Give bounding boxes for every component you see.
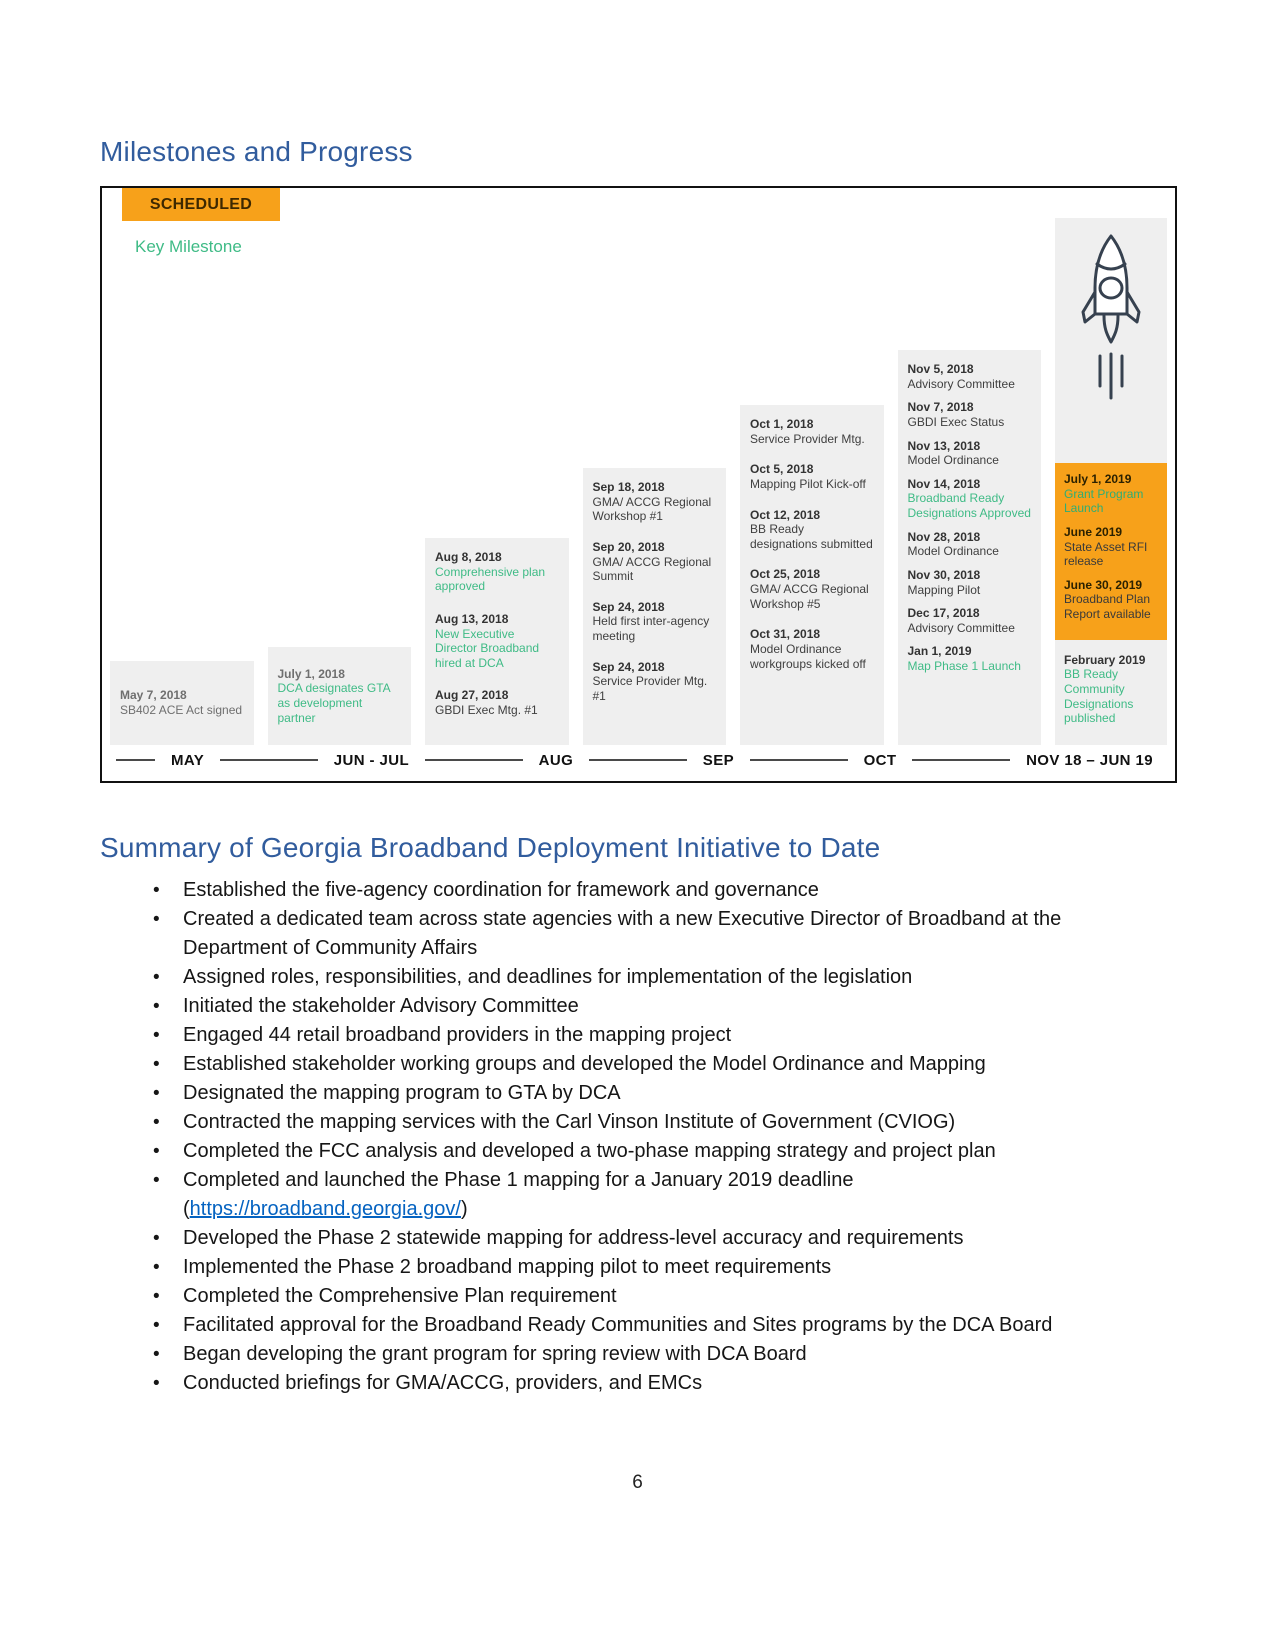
milestone-date: Aug 8, 2018 bbox=[435, 550, 502, 564]
milestone-desc: GMA/ ACCG Regional Summit bbox=[592, 554, 712, 584]
milestone-desc: BB Ready designations submitted bbox=[750, 522, 873, 551]
rocket-icon bbox=[1055, 218, 1167, 463]
axis-line bbox=[425, 759, 523, 761]
milestone-event bbox=[908, 644, 1032, 673]
milestone-event bbox=[908, 568, 1032, 597]
milestone-event bbox=[278, 667, 402, 726]
axis-label: SEP bbox=[702, 751, 735, 769]
milestone-desc: Held first inter-agency meeting bbox=[592, 614, 710, 643]
milestone-date: Jan 1, 2019 bbox=[907, 644, 972, 659]
scheduled-legend-badge: SCHEDULED bbox=[122, 188, 280, 221]
timeline-column-oct bbox=[740, 405, 884, 745]
milestone-event bbox=[1064, 653, 1158, 726]
milestone-desc: Mapping Pilot Kick-off bbox=[750, 476, 866, 491]
milestone-date: Sep 20, 2018 bbox=[592, 539, 665, 554]
summary-bullet: • Created a dedicated team across state agencies with a new Executive Director of Broadband at the Department of Community Affairs bbox=[150, 905, 1068, 963]
timeline-column-jun-jul bbox=[268, 647, 412, 745]
milestone-event bbox=[750, 417, 874, 446]
axis-label: OCT bbox=[863, 751, 897, 769]
milestone-date: Sep 24, 2018 bbox=[592, 599, 665, 614]
milestone-desc: Advisory Committee bbox=[907, 620, 1015, 635]
milestone-date: Oct 1, 2018 bbox=[750, 417, 814, 431]
summary-bullet: • Facilitated approval for the Broadband Ready Communities and Sites programs by the DCA Board bbox=[150, 1311, 1068, 1340]
milestone-desc: Grant Program Launch bbox=[1064, 486, 1144, 516]
summary-bullet: • Completed the Comprehensive Plan requirement bbox=[150, 1282, 1068, 1311]
milestone-date: June 2019 bbox=[1064, 524, 1123, 539]
milestone-desc: GBDI Exec Status bbox=[907, 414, 1005, 429]
axis-line bbox=[912, 759, 1010, 761]
milestone-desc: Advisory Committee bbox=[907, 376, 1015, 391]
milestones-timeline-chart bbox=[100, 186, 1177, 783]
milestone-desc: SB402 ACE Act signed bbox=[120, 703, 243, 717]
summary-heading: Summary of Georgia Broadband Deployment Initiative to Date bbox=[100, 832, 881, 863]
axis-label: JUN - JUL bbox=[333, 751, 410, 769]
milestone-date: Sep 24, 2018 bbox=[592, 659, 665, 674]
milestone-event bbox=[593, 480, 717, 524]
milestone-date: Nov 14, 2018 bbox=[907, 476, 981, 491]
milestone-event bbox=[120, 688, 244, 717]
milestone-event bbox=[750, 627, 874, 671]
milestone-desc: GMA/ ACCG Regional Workshop #1 bbox=[592, 494, 712, 524]
summary-bullet: • Established the five-agency coordination for framework and governance bbox=[150, 876, 1068, 905]
milestone-desc: State Asset RFI release bbox=[1064, 539, 1148, 569]
milestone-desc: Service Provider Mtg. #1 bbox=[592, 674, 708, 703]
timeline-column-may bbox=[110, 661, 254, 745]
summary-bullet: • Completed the FCC analysis and developed a two-phase mapping strategy and project plan bbox=[150, 1137, 1068, 1166]
milestone-event bbox=[593, 540, 717, 584]
axis-label: AUG bbox=[538, 751, 574, 769]
milestone-event bbox=[750, 462, 874, 491]
timeline-columns bbox=[110, 218, 1167, 745]
milestone-date: February 2019 bbox=[1064, 652, 1146, 667]
timeline-column-scheduled bbox=[1055, 218, 1167, 745]
milestone-date: Oct 5, 2018 bbox=[750, 462, 814, 477]
milestone-desc: Map Phase 1 Launch bbox=[907, 659, 1021, 673]
milestone-event bbox=[1064, 472, 1158, 516]
milestone-desc: DCA designates GTA as development partner bbox=[277, 681, 390, 725]
milestone-event bbox=[593, 660, 717, 704]
summary-bullet: • Conducted briefings for GMA/ACCG, providers, and EMCs bbox=[150, 1369, 1068, 1398]
milestone-event bbox=[593, 600, 717, 644]
milestone-event bbox=[908, 606, 1032, 635]
milestone-desc: Broadband Plan Report available bbox=[1064, 592, 1151, 621]
milestone-desc: GMA/ ACCG Regional Workshop #5 bbox=[750, 582, 869, 611]
timeline-axis bbox=[112, 746, 1165, 774]
milestone-event bbox=[435, 688, 559, 717]
milestone-date: July 1, 2019 bbox=[1064, 472, 1132, 486]
axis-line bbox=[750, 759, 848, 761]
milestone-date: Aug 13, 2018 bbox=[435, 611, 509, 626]
timeline-column-aug bbox=[425, 538, 569, 745]
timeline-column-nov-jan bbox=[898, 350, 1042, 745]
summary-bullet: • Engaged 44 retail broadband providers in the mapping project bbox=[150, 1021, 1068, 1050]
timeline-column-sep bbox=[583, 468, 727, 745]
milestone-event bbox=[908, 400, 1032, 429]
milestone-desc: Service Provider Mtg. bbox=[750, 431, 865, 446]
milestone-date: Nov 7, 2018 bbox=[907, 400, 974, 415]
milestone-date: Nov 28, 2018 bbox=[907, 529, 981, 544]
summary-bullet: • Initiated the stakeholder Advisory Committee bbox=[150, 992, 1068, 1021]
milestone-event bbox=[1064, 578, 1158, 622]
milestone-date: Oct 12, 2018 bbox=[750, 507, 821, 522]
summary-bullet: • Contracted the mapping services with the Carl Vinson Institute of Government (CVIOG) bbox=[150, 1108, 1068, 1137]
milestone-event bbox=[1064, 525, 1158, 569]
milestone-date: May 7, 2018 bbox=[120, 688, 187, 703]
milestone-date: July 1, 2018 bbox=[277, 666, 345, 681]
summary-bullet: • Assigned roles, responsibilities, and deadlines for implementation of the legislation bbox=[150, 963, 1068, 992]
milestone-desc: Model Ordinance bbox=[907, 453, 999, 468]
milestone-event bbox=[908, 439, 1032, 468]
summary-bullet: • Developed the Phase 2 statewide mapping for address-level accuracy and requirements bbox=[150, 1224, 1068, 1253]
page-number: 6 bbox=[632, 1472, 643, 1493]
milestone-date: Sep 18, 2018 bbox=[592, 480, 665, 494]
axis-line bbox=[220, 759, 318, 761]
axis-label: NOV 18 – JUN 19 bbox=[1026, 751, 1153, 769]
summary-bullet: • Began developing the grant program for spring review with DCA Board bbox=[150, 1340, 1068, 1369]
milestone-date: Nov 13, 2018 bbox=[907, 438, 981, 453]
milestone-event bbox=[435, 612, 559, 671]
milestone-desc: Comprehensive plan approved bbox=[435, 564, 546, 594]
milestone-date: Oct 31, 2018 bbox=[750, 627, 821, 642]
milestones-heading: Milestones and Progress bbox=[100, 136, 413, 167]
milestone-date: Nov 5, 2018 bbox=[907, 362, 974, 376]
milestone-desc: Mapping Pilot bbox=[907, 582, 981, 597]
milestone-event bbox=[435, 550, 559, 594]
key-milestone-legend: Key Milestone bbox=[135, 237, 242, 256]
milestone-date: Aug 27, 2018 bbox=[435, 688, 509, 703]
milestone-desc: GBDI Exec Mtg. #1 bbox=[435, 703, 538, 717]
milestone-desc: New Executive Director Broadband hired at DCA bbox=[435, 626, 540, 670]
milestone-date: Dec 17, 2018 bbox=[907, 606, 980, 621]
axis-line bbox=[589, 759, 687, 761]
scheduled-orange-block bbox=[1055, 463, 1167, 640]
summary-bullet: • Implemented the Phase 2 broadband mapping pilot to meet requirements bbox=[150, 1253, 1068, 1282]
milestone-date: Nov 30, 2018 bbox=[907, 567, 981, 582]
milestone-desc: BB Ready Community Designations published bbox=[1064, 667, 1134, 726]
summary-bullet: • Completed and launched the Phase 1 mapping for a January 2019 deadline (https://broadband.georgia.gov/) bbox=[150, 1166, 1068, 1224]
summary-bullet: • Established stakeholder working groups and developed the Model Ordinance and Mapping bbox=[150, 1050, 1068, 1079]
milestone-event bbox=[908, 530, 1032, 559]
milestone-event bbox=[908, 362, 1032, 391]
summary-list bbox=[150, 876, 1068, 1398]
scheduled-late-block bbox=[1055, 640, 1167, 739]
axis-line bbox=[116, 759, 155, 761]
milestone-event bbox=[750, 508, 874, 552]
milestone-desc: Model Ordinance bbox=[907, 544, 999, 559]
milestone-date: Oct 25, 2018 bbox=[750, 567, 821, 582]
broadband-georgia-link[interactable]: https://broadband.georgia.gov/ bbox=[189, 1198, 461, 1220]
milestone-event bbox=[908, 477, 1032, 521]
milestone-date: June 30, 2019 bbox=[1064, 577, 1143, 592]
axis-label: MAY bbox=[171, 751, 205, 769]
milestone-desc: Model Ordinance workgroups kicked off bbox=[750, 641, 866, 671]
summary-bullet: • Designated the mapping program to GTA by DCA bbox=[150, 1079, 1068, 1108]
milestone-desc: Broadband Ready Designations Approved bbox=[907, 491, 1031, 520]
milestone-event bbox=[750, 567, 874, 611]
